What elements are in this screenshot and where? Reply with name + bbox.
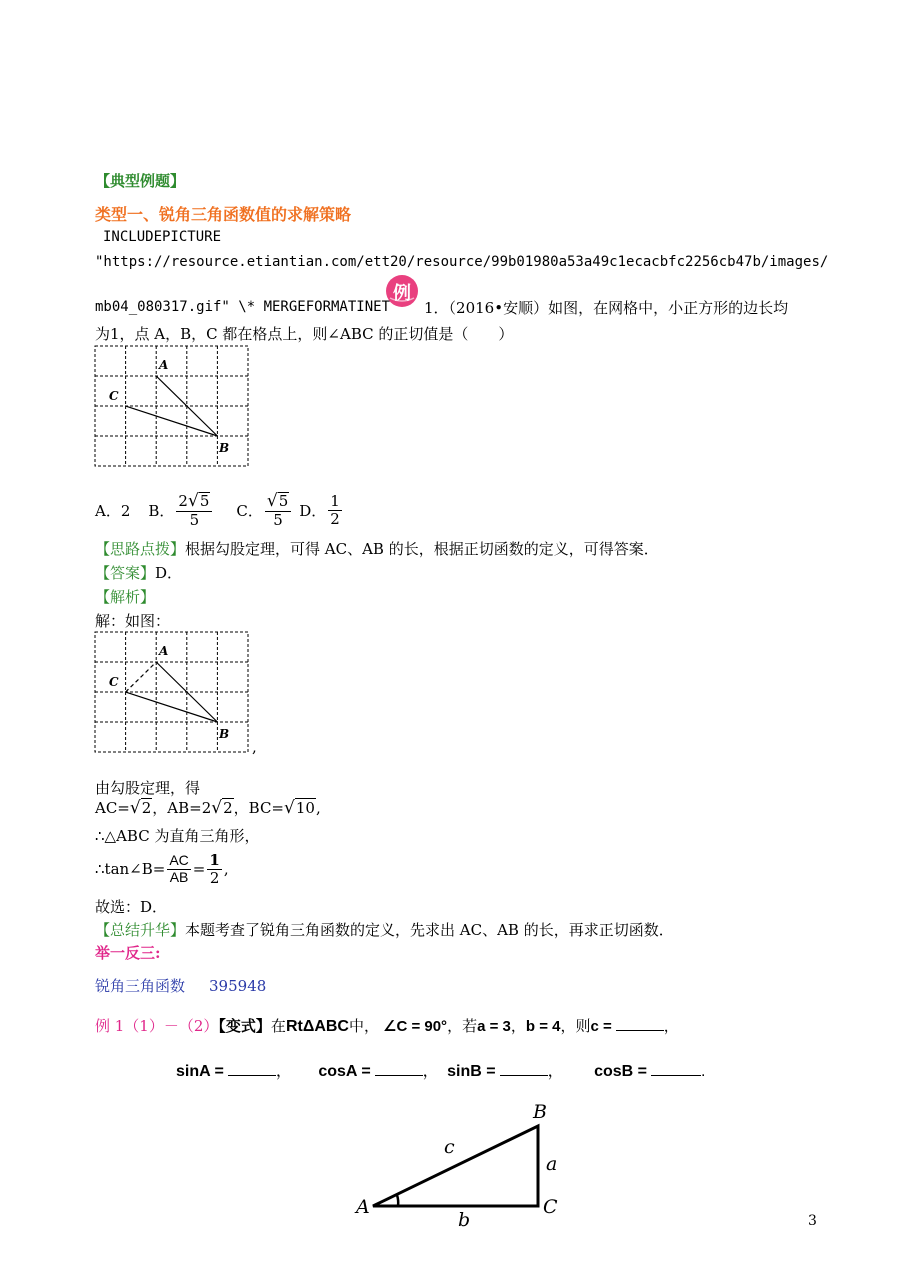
page-number: 3 <box>808 1213 817 1229</box>
analysis-tag: 【解析】 <box>95 588 156 606</box>
bc-rad: 10 <box>295 799 315 817</box>
triangle-label-B: B <box>533 1101 547 1123</box>
lengths-line: AC=√2，AB=2√2，BC=√10, <box>95 798 321 818</box>
ac-eq: AC= <box>95 799 130 817</box>
summary-text: 本题考查了锐角三角函数的定义，先求出 AC、AB 的长，再求正切函数． <box>185 921 674 939</box>
variant-line <box>95 1015 679 1036</box>
answer-tag: 【答案】 <box>95 564 156 582</box>
ab-eq: ，AB=2 <box>152 799 212 817</box>
topic-name: 锐角三角函数 <box>95 977 186 995</box>
tan-fraction <box>167 853 190 885</box>
answer-line <box>95 562 182 583</box>
choose-line: 故选：D． <box>95 898 168 916</box>
period: . <box>701 1063 706 1080</box>
problem-line-1: 1．（2016•安顺）如图，在网格中，小正方形的边长均 <box>424 299 789 317</box>
sinB-label: sinB = <box>447 1063 496 1080</box>
type1-title: 类型一、锐角三角函数值的求解策略 <box>95 205 352 224</box>
choice-d-fraction <box>328 493 342 527</box>
bc-eq: ，BC= <box>233 799 284 817</box>
variant-tag: 【变式】 <box>218 1017 271 1035</box>
one-three-heading: 举一反三: <box>95 944 161 962</box>
triangle-side-a: a <box>546 1153 558 1175</box>
choice-a: A．2 <box>95 501 131 520</box>
answer-text: D． <box>155 564 183 582</box>
variant-cq: c = <box>590 1018 612 1035</box>
grid-diagram-2 <box>93 630 253 758</box>
variant-prefix: 例 1（1）－（2） <box>95 1017 219 1035</box>
variant-rt: RtΔABC <box>285 1018 349 1035</box>
tan-line <box>95 848 229 890</box>
tan-num: AC <box>169 852 189 869</box>
include-line-1: INCLUDEPICTURE <box>103 229 222 245</box>
choice-b-rad: 5 <box>199 491 210 510</box>
right-triangle-line: ∴△ABC 为直角三角形， <box>95 827 260 845</box>
tan-eq: = <box>192 860 206 878</box>
choice-b-fraction: $\frac{2√5}{5}$ <box>176 492 212 528</box>
summary-line <box>95 919 674 940</box>
diagram2-label-c: C <box>109 675 119 689</box>
hint-line <box>95 538 659 559</box>
ac-rad: 2 <box>141 799 152 817</box>
example-badge-label: 例 <box>393 283 411 304</box>
variant-text-2: 中， <box>348 1017 379 1035</box>
include-line-3: mb04_080317.gif" \* MERGEFORMATINET <box>95 299 391 315</box>
variant-text-1: 在 <box>270 1017 286 1035</box>
grid-diagram-1 <box>93 344 253 472</box>
sep-2: ， <box>422 1063 439 1080</box>
choice-b-coef: 2 <box>178 491 188 510</box>
sinB-blank[interactable] <box>500 1061 548 1076</box>
sep-3: ， <box>547 1063 564 1080</box>
tan-val-den: 2 <box>209 868 220 887</box>
choice-c-rad: 5 <box>278 491 289 510</box>
sinA-blank[interactable] <box>228 1061 276 1076</box>
diagram1-label-a: A <box>159 358 169 372</box>
variant-c: ∠C = 90° <box>383 1018 448 1035</box>
section-header: 【典型例题】 <box>95 172 186 190</box>
example-badge-icon <box>385 274 419 308</box>
variant-comma: ， <box>510 1017 526 1035</box>
pythag-line: 由勾股定理，得 <box>95 779 201 797</box>
diagram2-label-b: B <box>219 727 230 741</box>
tan-prefix: ∴tan∠B= <box>95 860 166 878</box>
diagram2-suffix: , <box>252 738 257 756</box>
choice-c-fraction: $\frac{√5}{5}$ <box>265 492 291 528</box>
triangle-label-C: C <box>543 1196 558 1218</box>
choice-d-label: D． <box>299 501 327 520</box>
variant-end: ， <box>663 1017 679 1035</box>
variant-a: a = 3 <box>477 1018 511 1035</box>
ab-rad: 2 <box>223 799 233 817</box>
topic-line <box>95 975 266 996</box>
cosB-blank[interactable] <box>651 1061 701 1076</box>
variant-b: b = 4 <box>525 1018 561 1035</box>
choice-d-num: 1 <box>330 492 340 510</box>
variant-text-4: ，则 <box>560 1017 591 1035</box>
include-line-2: "https://resource.etiantian.com/ett20/resource/99b01980a53a49c1ecacbfc2256cb47b/images/ <box>95 254 829 270</box>
sinA-label: sinA = <box>176 1063 224 1080</box>
diagram1-label-c: C <box>109 389 119 403</box>
variant-text-3: ，若 <box>447 1017 478 1035</box>
triangle-label-A: A <box>356 1196 370 1218</box>
trig-blanks-line <box>176 1058 705 1081</box>
triangle-side-b: b <box>458 1209 471 1231</box>
sep-1: ， <box>275 1063 292 1080</box>
bc-tail: , <box>315 799 321 817</box>
tan-value-fraction <box>207 852 221 886</box>
tan-tail: , <box>223 860 229 878</box>
hint-tag: 【思路点拨】 <box>95 540 186 558</box>
summary-tag: 【总结升华】 <box>95 921 186 939</box>
diagram1-label-b: B <box>219 441 230 455</box>
c-answer-blank[interactable] <box>616 1016 664 1031</box>
problem-line-2: 为1，点 A，B，C 都在格点上，则∠ABC 的正切值是（ ） <box>95 325 514 343</box>
choice-c-label: C． <box>236 501 263 520</box>
hint-text: 根据勾股定理，可得 AC、AB 的长，根据正切函数的定义，可得答案． <box>185 540 659 558</box>
cosA-blank[interactable] <box>375 1061 423 1076</box>
diagram2-label-a: A <box>159 644 169 658</box>
right-triangle-figure <box>340 1095 580 1235</box>
triangle-side-c: c <box>444 1136 455 1158</box>
choice-b-den: 5 <box>189 510 200 529</box>
tan-val-num: 1 <box>209 851 220 869</box>
choice-c-den: 5 <box>273 510 283 529</box>
choices-row <box>95 487 344 533</box>
tan-den: AB <box>169 868 189 885</box>
cosB-label: cosB = <box>594 1063 647 1080</box>
choice-d-den: 2 <box>330 509 340 528</box>
cosA-label: cosA = <box>318 1063 371 1080</box>
choice-b-label: B． <box>148 501 175 520</box>
solution-intro: 解：如图： <box>95 612 171 630</box>
topic-code: 395948 <box>209 977 267 995</box>
